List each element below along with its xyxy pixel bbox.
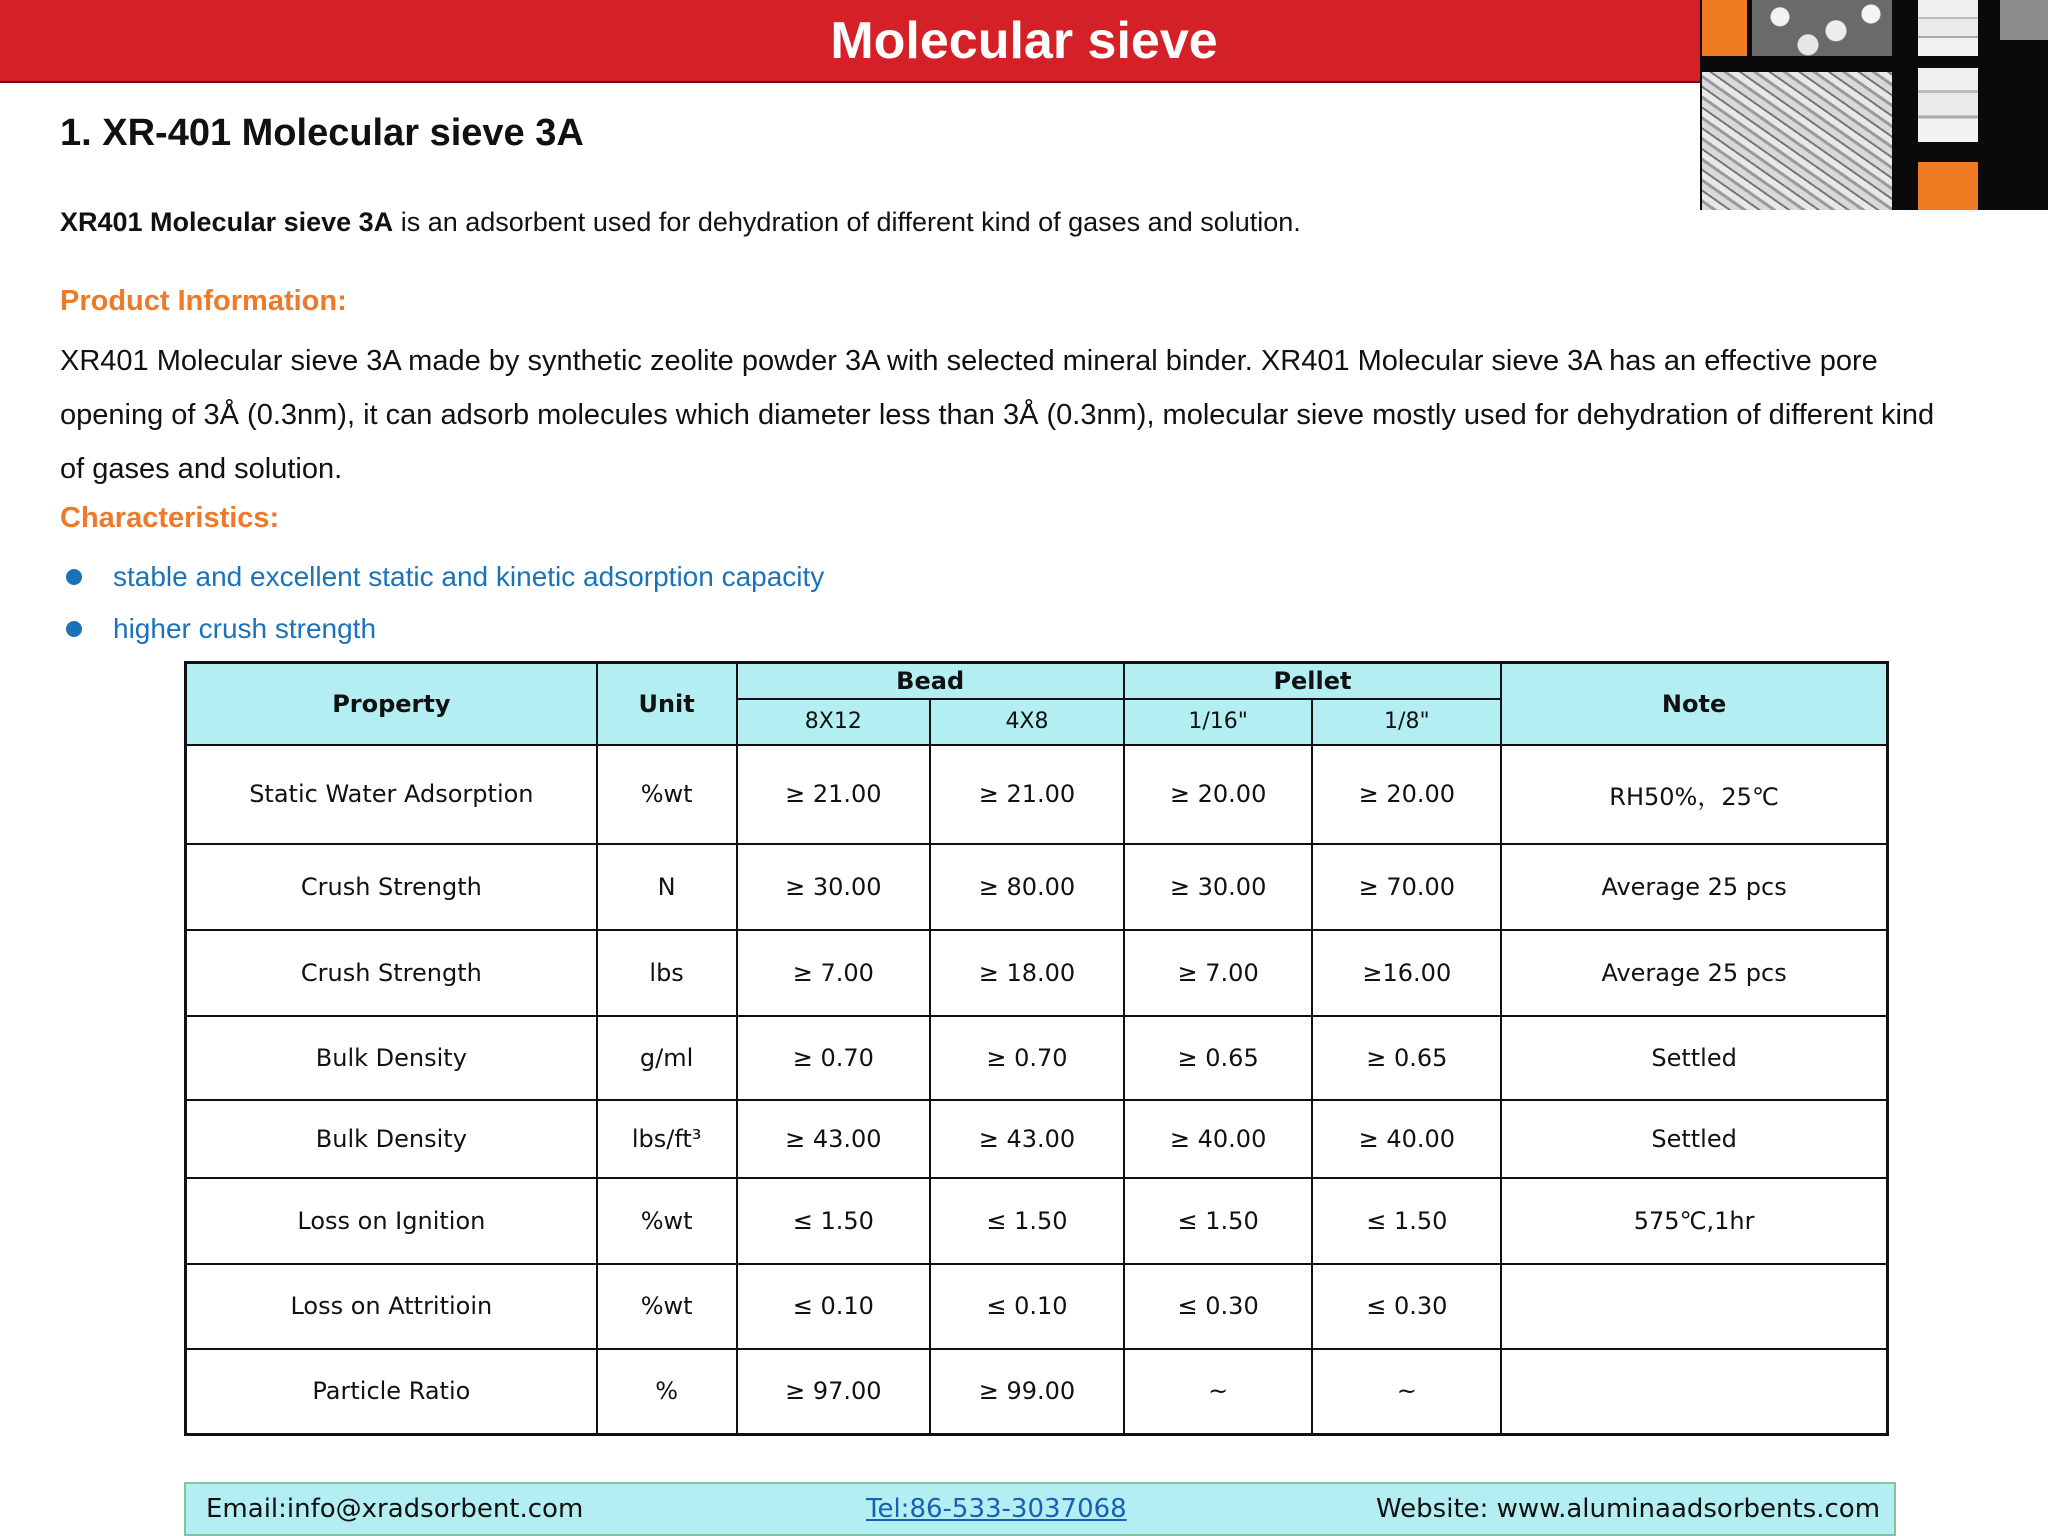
header-note: Note [1501,663,1887,745]
cell-note: Average 25 pcs [1501,930,1887,1016]
characteristics-heading: Characteristics: [60,502,280,534]
cell-value: ≥ 43.00 [737,1100,931,1178]
header-size-8x12: 8X12 [737,699,931,745]
table-row [186,1178,1888,1264]
cell-note: Settled [1501,1016,1887,1100]
cell-value: ≥ 0.70 [930,1016,1124,1100]
cell-value: ≥ 20.00 [1124,745,1313,844]
cell-value: ≥ 18.00 [930,930,1124,1016]
cell-property: Crush Strength [186,930,597,1016]
extrudate-sample-image [1702,72,1892,210]
orange-accent-block [1702,0,1747,56]
cell-value: ≤ 0.30 [1124,1264,1313,1349]
cell-property: Bulk Density [186,1100,597,1178]
pellet-sample-image [1918,0,1978,56]
cell-value: ≤ 1.50 [930,1178,1124,1264]
cell-property: Static Water Adsorption [186,745,597,844]
cell-value: ~ [1124,1349,1313,1435]
characteristics-list [60,551,824,655]
cell-value: ≤ 0.10 [930,1264,1124,1349]
cell-value: ≤ 0.10 [737,1264,931,1349]
table-row [186,844,1888,930]
cell-unit: lbs/ft³ [597,1100,737,1178]
header-size-1-8: 1/8" [1312,699,1501,745]
cell-value: ≥ 20.00 [1312,745,1501,844]
product-info-heading: Product Information: [60,285,347,317]
pellet-sample-image-2 [1918,68,1978,142]
cell-unit: %wt [597,1264,737,1349]
cell-property: Crush Strength [186,844,597,930]
cell-unit: %wt [597,1178,737,1264]
cell-value: ≤ 1.50 [737,1178,931,1264]
cell-value: ≤ 1.50 [1312,1178,1501,1264]
cell-value: ≥ 43.00 [930,1100,1124,1178]
cell-unit: lbs [597,930,737,1016]
cell-note [1501,1349,1887,1435]
gray-accent-block-2 [2000,60,2048,210]
cell-value: ≥ 21.00 [737,745,931,844]
product-info-text: XR401 Molecular sieve 3A made by synthetic zeolite powder 3A with selected mineral binder. XR401 Molecular sieve 3A has an effective pore opening of 3Å (0.3nm), it can adsorb molecules which diameter less than 3Å (0.3nm), molecular sieve mostly used for dehydration of different kind of gases and solution. [60,345,1935,485]
cell-value: ≥ 40.00 [1124,1100,1313,1178]
specification-table [184,661,1889,1436]
cell-value: ~ [1312,1349,1501,1435]
list-item [60,551,824,603]
bullet-icon [66,621,82,637]
cell-value: ≥ 30.00 [1124,844,1313,930]
bead-sample-image [1752,0,1892,56]
intro-product-name: XR401 Molecular sieve 3A [60,207,394,237]
bullet-icon [66,569,82,585]
header-pellet: Pellet [1124,663,1501,699]
cell-unit: g/ml [597,1016,737,1100]
cell-value: ≥ 0.65 [1312,1016,1501,1100]
cell-value: ≥ 99.00 [930,1349,1124,1435]
cell-property: Bulk Density [186,1016,597,1100]
cell-value: ≥ 97.00 [737,1349,931,1435]
header-size-1-16: 1/16" [1124,699,1313,745]
cell-note: Average 25 pcs [1501,844,1887,930]
cell-note [1501,1264,1887,1349]
table-row [186,1264,1888,1349]
cell-value: ≥ 21.00 [930,745,1124,844]
cell-note: 575℃,1hr [1501,1178,1887,1264]
intro-description: is an adsorbent used for dehydration of different kind of gases and solution. [393,207,1301,237]
cell-unit: % [597,1349,737,1435]
header-property: Property [186,663,597,745]
table-row [186,930,1888,1016]
cell-value: ≥ 0.65 [1124,1016,1313,1100]
cell-value: ≥ 7.00 [1124,930,1313,1016]
table-row [186,1349,1888,1435]
header-bead: Bead [737,663,1124,699]
cell-note: RH50%，25℃ [1501,745,1887,844]
footer-phone-link[interactable]: Tel:86-533-3037068 [866,1494,1127,1524]
page-title: Molecular sieve [830,12,1218,70]
cell-value: ≥ 0.70 [737,1016,931,1100]
table-row [186,1100,1888,1178]
cell-unit: N [597,844,737,930]
cell-unit: %wt [597,745,737,844]
header-size-4x8: 4X8 [930,699,1124,745]
characteristic-text: stable and excellent static and kinetic adsorption capacity [113,561,825,592]
contact-footer [184,1482,1896,1536]
cell-value: ≥ 7.00 [737,930,931,1016]
cell-value: ≥ 30.00 [737,844,931,930]
cell-value: ≤ 1.50 [1124,1178,1313,1264]
cell-value: ≤ 0.30 [1312,1264,1501,1349]
cell-note: Settled [1501,1100,1887,1178]
cell-value: ≥ 70.00 [1312,844,1501,930]
section-title: 1. XR-401 Molecular sieve 3A [60,112,584,154]
table-row [186,1016,1888,1100]
intro-text [60,207,1301,238]
characteristic-text: higher crush strength [113,613,377,644]
cell-property: Loss on Ignition [186,1178,597,1264]
header-unit: Unit [597,663,737,745]
cell-property: Loss on Attritioin [186,1264,597,1349]
orange-accent-block-2 [1918,162,1978,210]
list-item [60,603,824,655]
cell-property: Particle Ratio [186,1349,597,1435]
footer-email: Email:info@xradsorbent.com [206,1494,584,1524]
cell-value: ≥16.00 [1312,930,1501,1016]
cell-value: ≥ 80.00 [930,844,1124,930]
gray-accent-block [2000,0,2048,40]
cell-value: ≥ 40.00 [1312,1100,1501,1178]
table-row [186,745,1888,844]
product-image-gallery [1700,0,2048,210]
footer-website: Website: www.aluminaadsorbents.com [1376,1494,1881,1524]
